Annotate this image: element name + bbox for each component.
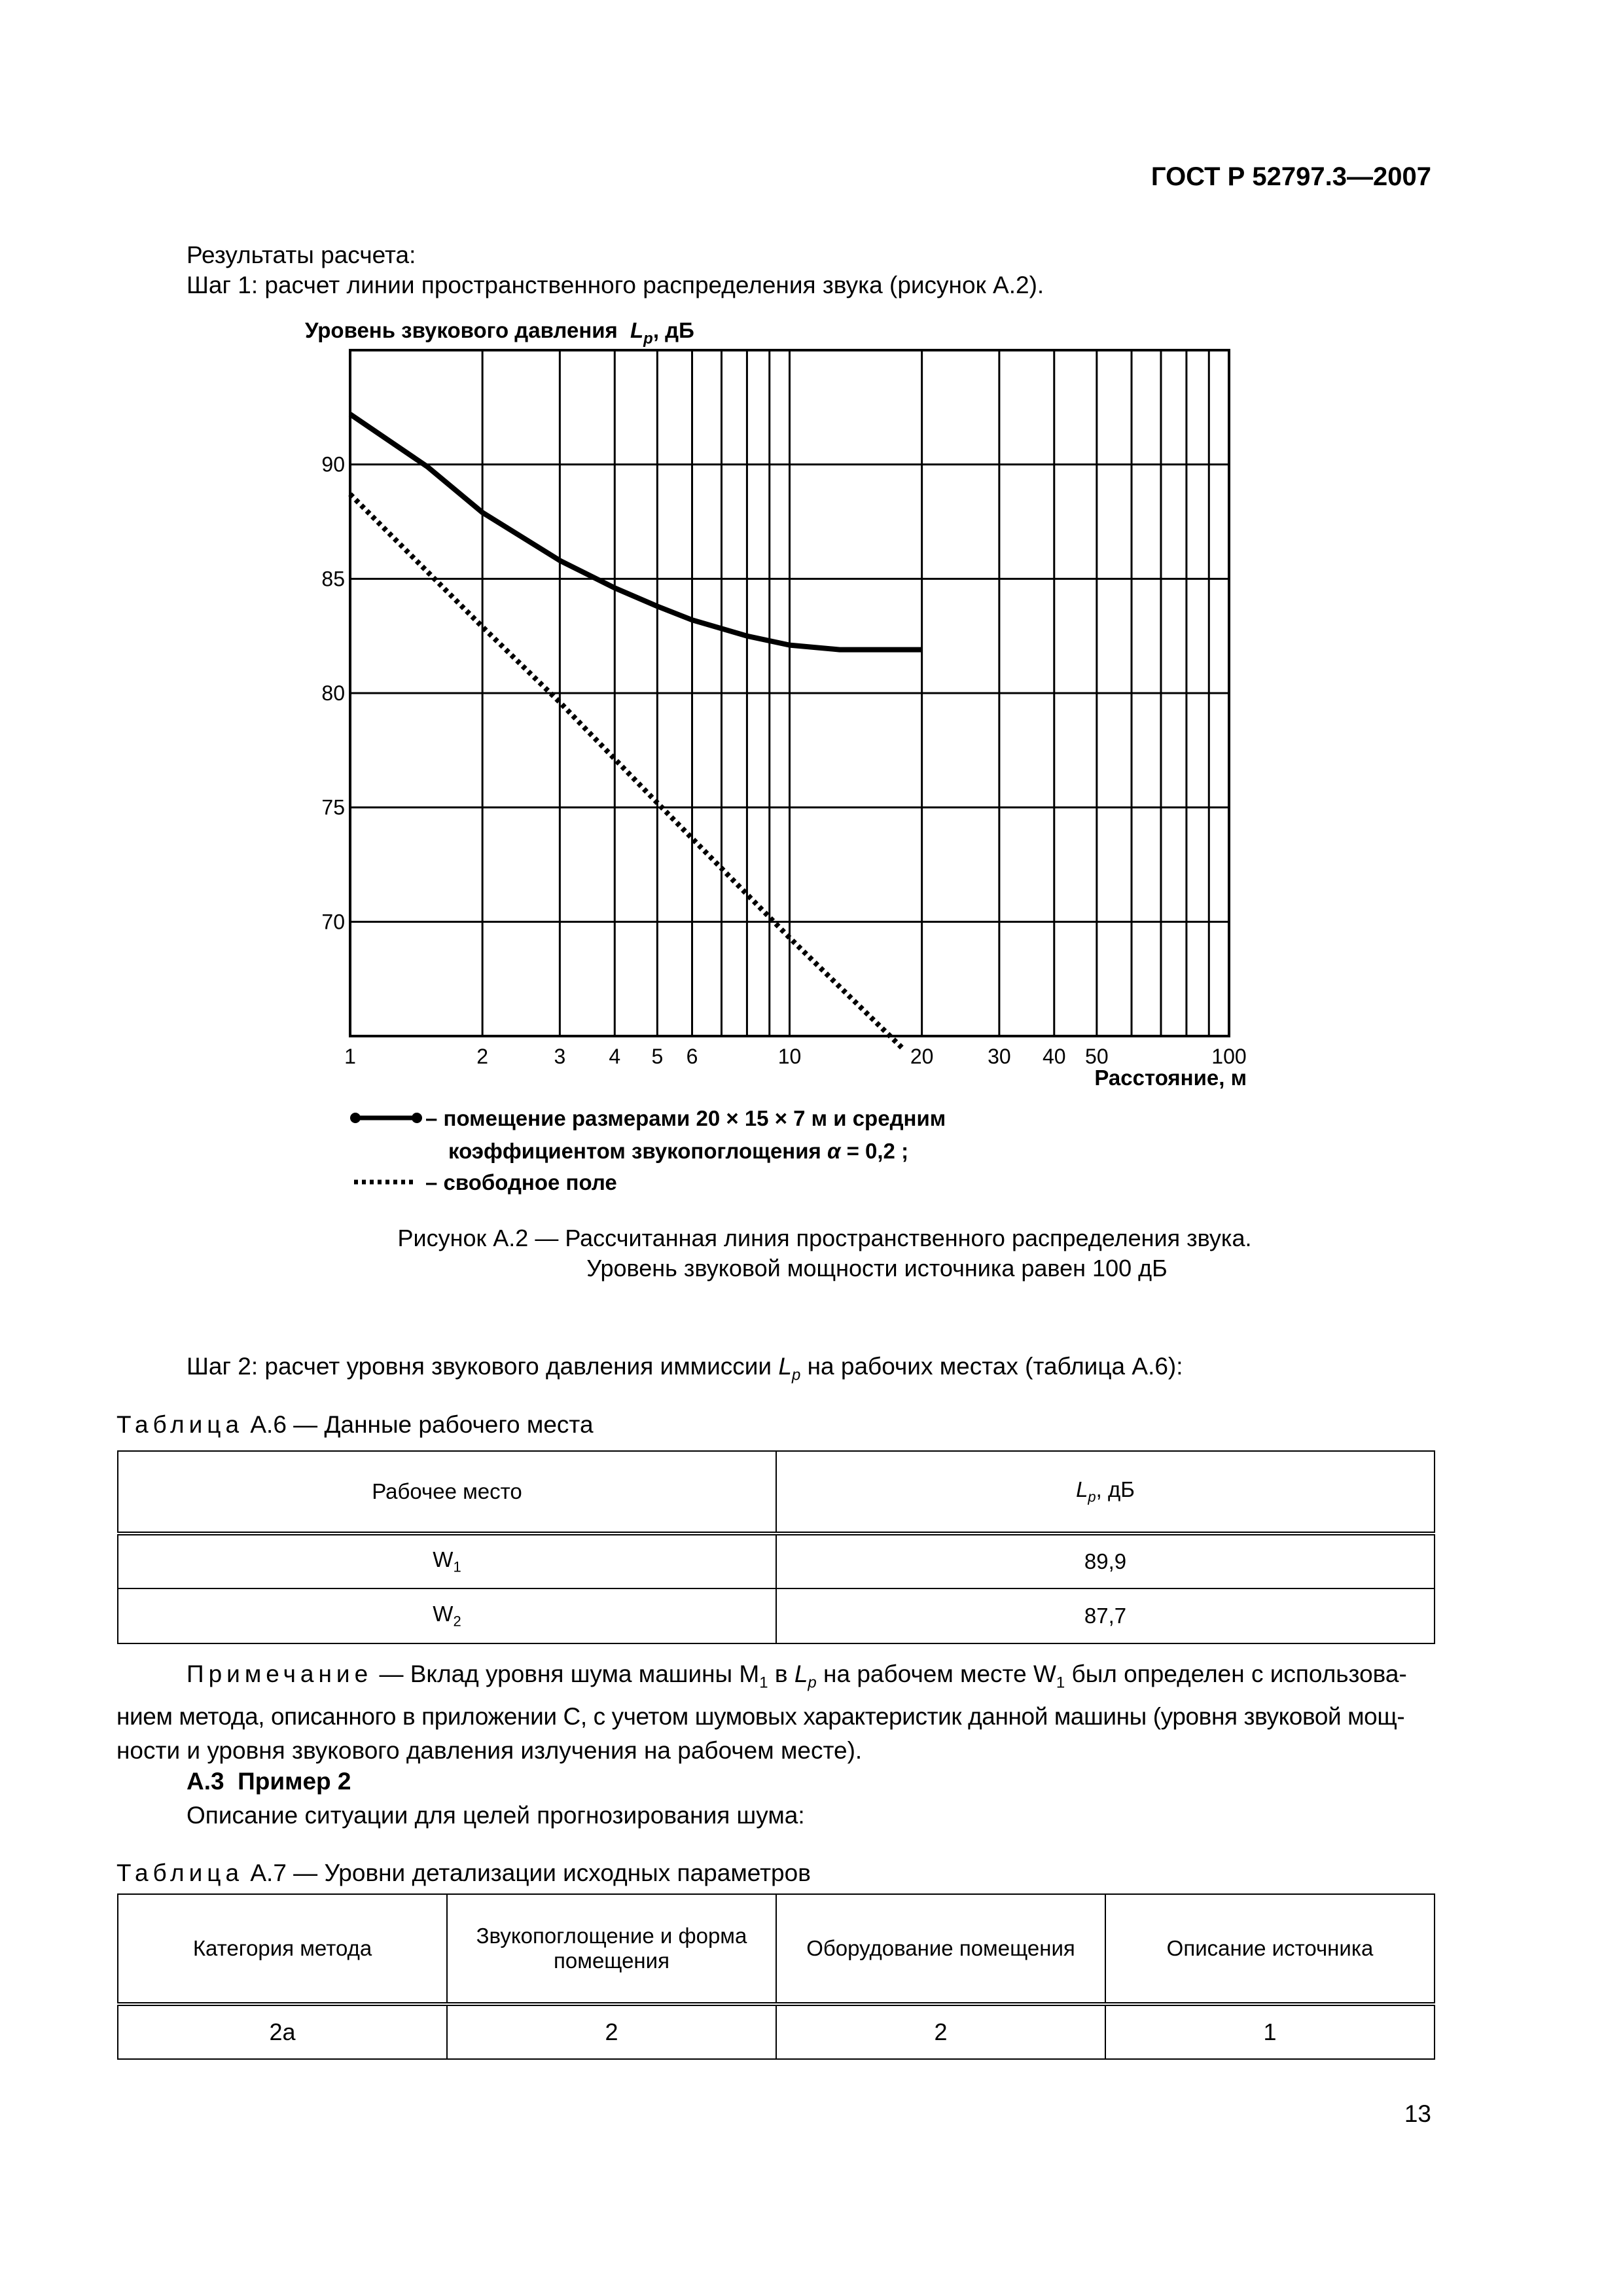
x-axis-label: Расстояние, м [1094,1066,1247,1090]
table-a7-cell: 2а [118,2004,447,2059]
y-tick-label: 85 [321,567,345,591]
table-row [118,2004,1435,2059]
table-a6-cell-place: $W_2$ [118,1588,776,1643]
document-number: ГОСТ Р 52797.3—2007 [1150,162,1431,191]
table-a7-header-cell: Категория метода [118,1894,447,2004]
table-a7-header-cell: Звукопоглощение и форма помещения [447,1894,776,2004]
note-line-1: Примечание — Вклад уровня шума машины $М_1$ в $L_p$ на рабочем месте $W_1$ был определен с использова- [187,1660,1407,1692]
table-a7-caption: Таблица А.7 — Уровни детализации исходных параметров [116,1859,811,1886]
x-tick-label: 40 [1042,1045,1066,1068]
y-tick-label: 70 [321,910,345,934]
section-description: Описание ситуации для целей прогнозирования шума: [187,1802,805,1829]
note-line-2: нием метода, описанного в приложении С, с учетом шумовых характеристик данной машины (уровня звуковой мощ- [116,1703,1405,1731]
legend-solid-marker [350,1113,422,1123]
results-label: Результаты расчета: [187,242,416,268]
table-a7-header-cell: Описание источника [1105,1894,1435,2004]
x-tick-label: 100 [1211,1045,1247,1068]
table-a7-header-row [118,1894,1435,2004]
legend-dotted-text: – свободное поле [425,1170,617,1194]
table-a6-header-level: $L_p$, дБ [776,1451,1435,1534]
table-a7-header-cell: Оборудование помещения [776,1894,1105,2004]
figure-caption-line-1: Рисунок А.2 — Рассчитанная линия пространственного распределения звука. [397,1225,1252,1251]
table-a6-cell-value: 89,9 [776,1534,1435,1588]
series-line-dotted [350,494,902,1047]
x-tick-label: 50 [1085,1045,1109,1068]
alpha-symbol: α [827,1139,841,1163]
y-tick-label: 75 [321,795,345,819]
table-row [118,1534,1435,1588]
step1-text: Шаг 1: расчет линии пространственного распределения звука (рисунок А.2). [187,272,1044,298]
x-tick-label: 20 [910,1045,934,1068]
legend-solid-text-2: коэффициентом звукопоглощения α = 0,2 ; [448,1139,909,1163]
note-paragraph [116,1657,1433,1768]
table-a6-cell-value: 87,7 [776,1588,1435,1643]
y-tick-label: 90 [321,452,345,476]
table-a6 [117,1450,1435,1644]
x-tick-label: 1 [344,1045,356,1068]
note-line-3: ности и уровня звукового давления излучения на рабочем месте). [116,1737,863,1765]
page-number: 13 [1404,2100,1431,2127]
table-a7-cell: 2 [776,2004,1105,2059]
table-a7-cell: 2 [447,2004,776,2059]
table-a6-header-row [118,1451,1435,1534]
table-a6-caption: Таблица А.6 — Данные рабочего места [116,1411,594,1438]
legend [350,1106,946,1194]
x-tick-label: 4 [609,1045,621,1068]
table-row [118,1588,1435,1643]
legend-solid-text-1: – помещение размерами 20 × 15 × 7 м и средним [425,1106,946,1130]
x-tick-label: 10 [777,1045,802,1068]
x-tick-label: 30 [988,1045,1011,1068]
y-axis-label: Уровень звукового давления $L_p$, дБ [305,318,694,348]
table-a7-cell: 1 [1105,2004,1435,2059]
x-tick-label: 5 [651,1045,664,1068]
y-tick-label: 80 [321,681,345,705]
table-a6-cell-place: $W_1$ [118,1534,776,1588]
table-a6-header-place: Рабочее место [118,1451,776,1534]
x-tick-label: 3 [554,1045,566,1068]
step2-text: Шаг 2: расчет уровня звукового давления иммиссии $L_p$ на рабочих местах (таблица А.6): [187,1353,1183,1384]
section-title: А.3 Пример 2 [187,1768,351,1795]
x-tick-label: 6 [686,1045,698,1068]
x-tick-label: 2 [476,1045,489,1068]
series-line-solid [350,414,922,650]
table-a7 [117,1893,1435,2060]
figure-caption-line-2: Уровень звуковой мощности источника равен 100 дБ [586,1255,1168,1282]
